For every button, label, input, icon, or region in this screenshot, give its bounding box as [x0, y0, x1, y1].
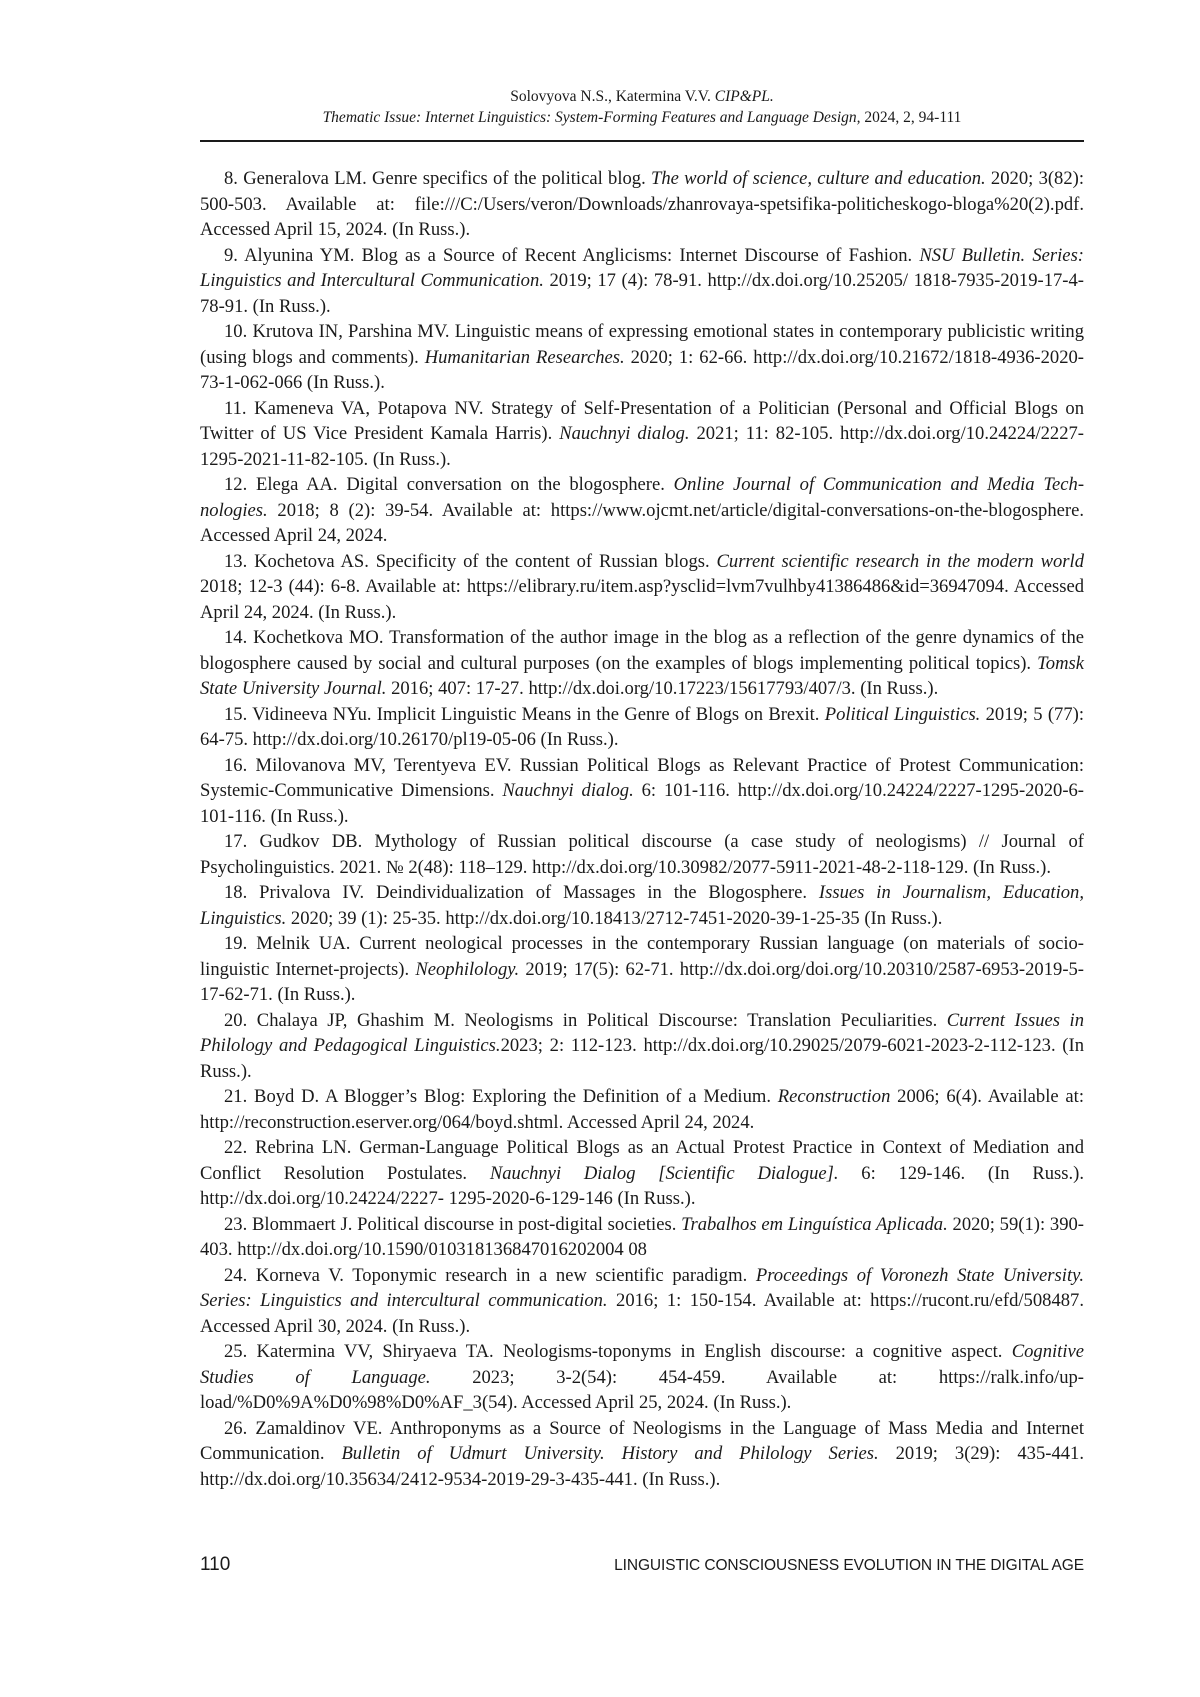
reference-source: Reconstruction — [777, 1086, 891, 1107]
reference-details: 2023; 3-2(54): 454-459. Available at: https://ralk.info/upload/%D0%9A%D0%98%D0%AF_3(54). Accessed April 25, 2024. (In Russ.). — [200, 1366, 1084, 1413]
reference-text: 26. Zamaldinov VE. Anthroponyms as a Source of Neologisms in the Language of Mass Media and Internet Communication. — [200, 1417, 1084, 1464]
reference-item — [200, 1135, 1084, 1212]
header-rule — [200, 140, 1084, 142]
reference-details: 2016; 1: 150-154. Available at: https://rucont.ru/efd/508487. Accessed April 30, 2024. (In Russ.). — [200, 1290, 1084, 1337]
header-issue-theme: Thematic Issue: Internet Linguistics: System-Forming Features and Language Design, — [322, 109, 861, 126]
reference-details: 2020; 39 (1): 25-35. http://dx.doi.org/10.18413/2712-7451-2020-39-1-25-35 (In Russ.). — [286, 907, 943, 929]
reference-text: 25. Katermina VV, Shiryaeva TA. Neologisms-toponyms in English discourse: a cognitive aspect. — [224, 1341, 1012, 1362]
reference-details: 2018; 8 (2): 39-54. Available at: https://www.ojcmt.net/article/digital-conversations-on-the-blogosphere. Accessed April 24, 2024. — [200, 499, 1084, 546]
reference-source: Current Issues in Philology and Pedagogical Linguistics. — [200, 1009, 1084, 1056]
reference-text: 21. Boyd D. A Blogger’s Blog: Exploring the Definition of a Medium. — [224, 1086, 778, 1107]
reference-source: Nauchnyi Dialog [Scientific Dialogue]. — [489, 1162, 839, 1184]
reference-item — [200, 880, 1084, 931]
reference-text: 14. Kochetkova MO. Transformation of the author image in the blog as a reflection of the genre dynamics of the blogosphere caused by social and cultural purposes (on the examples of blogs implementing political topics). — [200, 627, 1084, 674]
header-authors-line — [200, 86, 1084, 107]
reference-source: NSU Bulletin. Series: Linguistics and Intercultural Communication. — [200, 244, 1084, 291]
header-issue-details: 2024, 2, 94-111 — [864, 109, 962, 126]
reference-details: 2019; 5 (77): 64-75. http://dx.doi.org/10.26170/pl19-05-06 (In Russ.). — [200, 703, 1084, 750]
reference-item — [200, 931, 1084, 1008]
reference-details: 2019; 17(5): 62-71. http://dx.doi.org/doi.org/10.20310/2587-6953-2019-5-17-62-71. (In Russ.). — [200, 958, 1084, 1005]
reference-text: 10. Krutova IN, Parshina MV. Linguistic means of expressing emotional states in contemporary publicistic writing (using blogs and comments). — [200, 321, 1084, 368]
reference-item — [200, 319, 1084, 396]
page-number: 110 — [200, 1554, 231, 1575]
reference-details: 2020; 3(82): 500-503. Available at: file:///C:/Users/veron/Downloads/zhanrovaya-spetsifika-politicheskogo-bloga%20(2).pdf. Accessed April 15, 2024. (In Russ.). — [200, 168, 1085, 240]
reference-details: 6: 101-116. http://dx.doi.org/10.24224/2227-1295-2020-6-101-116. (In Russ.). — [200, 780, 1085, 827]
reference-text: 16. Milovanova MV, Terentyeva EV. Russian Political Blogs as Relevant Practice of Protest Communication: Systemic-Communicative Dimensions. — [200, 754, 1084, 801]
reference-source: Humanitarian Researches. — [424, 346, 625, 368]
reference-text: 22. Rebrina LN. German-Language Political Blogs as an Actual Protest Practice in Context of Mediation and Conflict Resolution Postulates. — [200, 1137, 1084, 1184]
reference-item — [200, 702, 1084, 753]
reference-source: Issues in Journalism, Education, Linguistics. — [200, 882, 1084, 929]
reference-details: 2006; 6(4). Available at: http://reconstruction.eserver.org/064/boyd.shtml. Accessed April 24, 2024. — [200, 1086, 1085, 1133]
running-header — [200, 86, 1084, 128]
reference-source: Online Journal of Communication and Media Technologies. — [200, 474, 1085, 521]
reference-details: 2021; 11: 82-105. http://dx.doi.org/10.24224/2227-1295-2021-11-82-105. (In Russ.). — [200, 423, 1085, 470]
reference-item — [200, 625, 1084, 702]
reference-source: Bulletin of Udmurt University. History and Philology Series. — [341, 1443, 879, 1464]
header-authors: Solovyova N.S., Katermina V.V. — [510, 88, 711, 105]
reference-text: 11. Kameneva VA, Potapova NV. Strategy of Self-Presentation of a Politician (Personal and Official Blogs on Twitter of US Vice President Kamala Harris). — [200, 397, 1084, 444]
reference-text: 23. Blommaert J. Political discourse in post-digital societies. — [224, 1213, 682, 1235]
running-footer-title: LINGUISTIC CONSCIOUSNESS EVOLUTION IN THE DIGITAL AGE — [614, 1557, 1084, 1574]
reference-item — [200, 243, 1084, 320]
reference-item — [200, 1339, 1084, 1416]
reference-source: Nauchnyi dialog. — [502, 780, 634, 801]
reference-text: 15. Vidineeva NYu. Implicit Linguistic Means in the Genre of Blogs on Brexit. — [224, 703, 825, 725]
reference-item — [200, 549, 1084, 626]
reference-source: Current scientific research in the modern world — [716, 550, 1084, 572]
reference-item — [200, 1008, 1084, 1085]
reference-item — [200, 829, 1084, 880]
reference-source: Tomsk State University Journal. — [200, 652, 1084, 699]
reference-text: 18. Privalova IV. Deindividualization of Massages in the Blogosphere. — [224, 882, 819, 903]
reference-source: Cognitive Studies of Language. — [200, 1341, 1084, 1388]
reference-details: 2016; 407: 17-27. http://dx.doi.org/10.17223/15617793/407/3. (In Russ.). — [386, 678, 939, 699]
reference-item — [200, 1212, 1084, 1263]
reference-item — [200, 753, 1084, 830]
reference-text: 13. Kochetova AS. Specificity of the content of Russian blogs. — [224, 550, 717, 572]
reference-text: 12. Elega AA. Digital conversation on the blogosphere. — [224, 474, 674, 495]
reference-source: The world of science, culture and education. — [651, 168, 986, 189]
reference-item — [200, 1416, 1084, 1493]
reference-text: 17. Gudkov DB. Mythology of Russian political discourse (a case study of neologisms) // Journal of Psycholinguistics. 2021. № 2(48): 118–129. http://dx.doi.org/10.30982/2077-5911-2021-48-2-118-129. (In Russ.). — [200, 831, 1084, 878]
reference-text: 19. Melnik UA. Current neological processes in the contemporary Russian language (on materials of sociolinguistic Internet-projects). — [200, 933, 1084, 980]
reference-item — [200, 396, 1084, 473]
reference-item — [200, 166, 1084, 243]
reference-text: 8. Generalova LM. Genre specifics of the political blog. — [224, 168, 652, 189]
reference-details: 2019; 17 (4): 78-91. http://dx.doi.org/10.25205/ 1818-7935-2019-17-4-78-91. (In Russ.). — [200, 270, 1084, 317]
reference-text: 24. Korneva V. Toponymic research in a new scientific paradigm. — [224, 1264, 756, 1286]
reference-source: Political Linguistics. — [824, 703, 981, 725]
reference-details: 2020; 1: 62-66. http://dx.doi.org/10.21672/1818-4936-2020-73-1-062-066 (In Russ.). — [200, 346, 1084, 393]
reference-source: Neophilology. — [415, 958, 520, 980]
reference-source: Nauchnyi dialog. — [559, 423, 690, 444]
header-journal: CIP&PL. — [714, 88, 774, 105]
reference-details: 2023; 2: 112-123. http://dx.doi.org/10.29025/2079-6021-2023-2-112-123. (In Russ.). — [200, 1035, 1084, 1082]
header-issue-line — [200, 107, 1084, 128]
reference-details: 2018; 12-3 (44): 6-8. Available at: https://elibrary.ru/item.asp?ysclid=lvm7vulhby41386486&id=36947094. Accessed April 24, 2024. (In Russ.). — [200, 576, 1084, 623]
reference-source: Trabalhos em Linguística Aplicada. — [681, 1213, 948, 1235]
reference-source: Proceedings of Voronezh State University. Series: Linguistics and intercultural communication. — [200, 1264, 1084, 1311]
reference-details: 2020; 59(1): 390-403. http://dx.doi.org/10.1590/010318136847016202004 08 — [200, 1213, 1084, 1260]
reference-text: 9. Alyunina YM. Blog as a Source of Recent Anglicisms: Internet Discourse of Fashion. — [224, 244, 920, 266]
reference-item — [200, 1263, 1084, 1340]
reference-list — [200, 166, 1084, 1492]
reference-details: 2019; 3(29): 435-441. http://dx.doi.org/10.35634/2412-9534-2019-29-3-435-441. (In Russ.). — [200, 1443, 1084, 1490]
reference-details: 6: 129-146. (In Russ.). http://dx.doi.org/10.24224/2227- 1295-2020-6-129-146 (In Russ.). — [200, 1162, 1084, 1209]
reference-text: 20. Chalaya JP, Ghashim M. Neologisms in Political Discourse: Translation Peculiarities. — [224, 1009, 947, 1031]
reference-item — [200, 1084, 1084, 1135]
reference-item — [200, 472, 1084, 549]
